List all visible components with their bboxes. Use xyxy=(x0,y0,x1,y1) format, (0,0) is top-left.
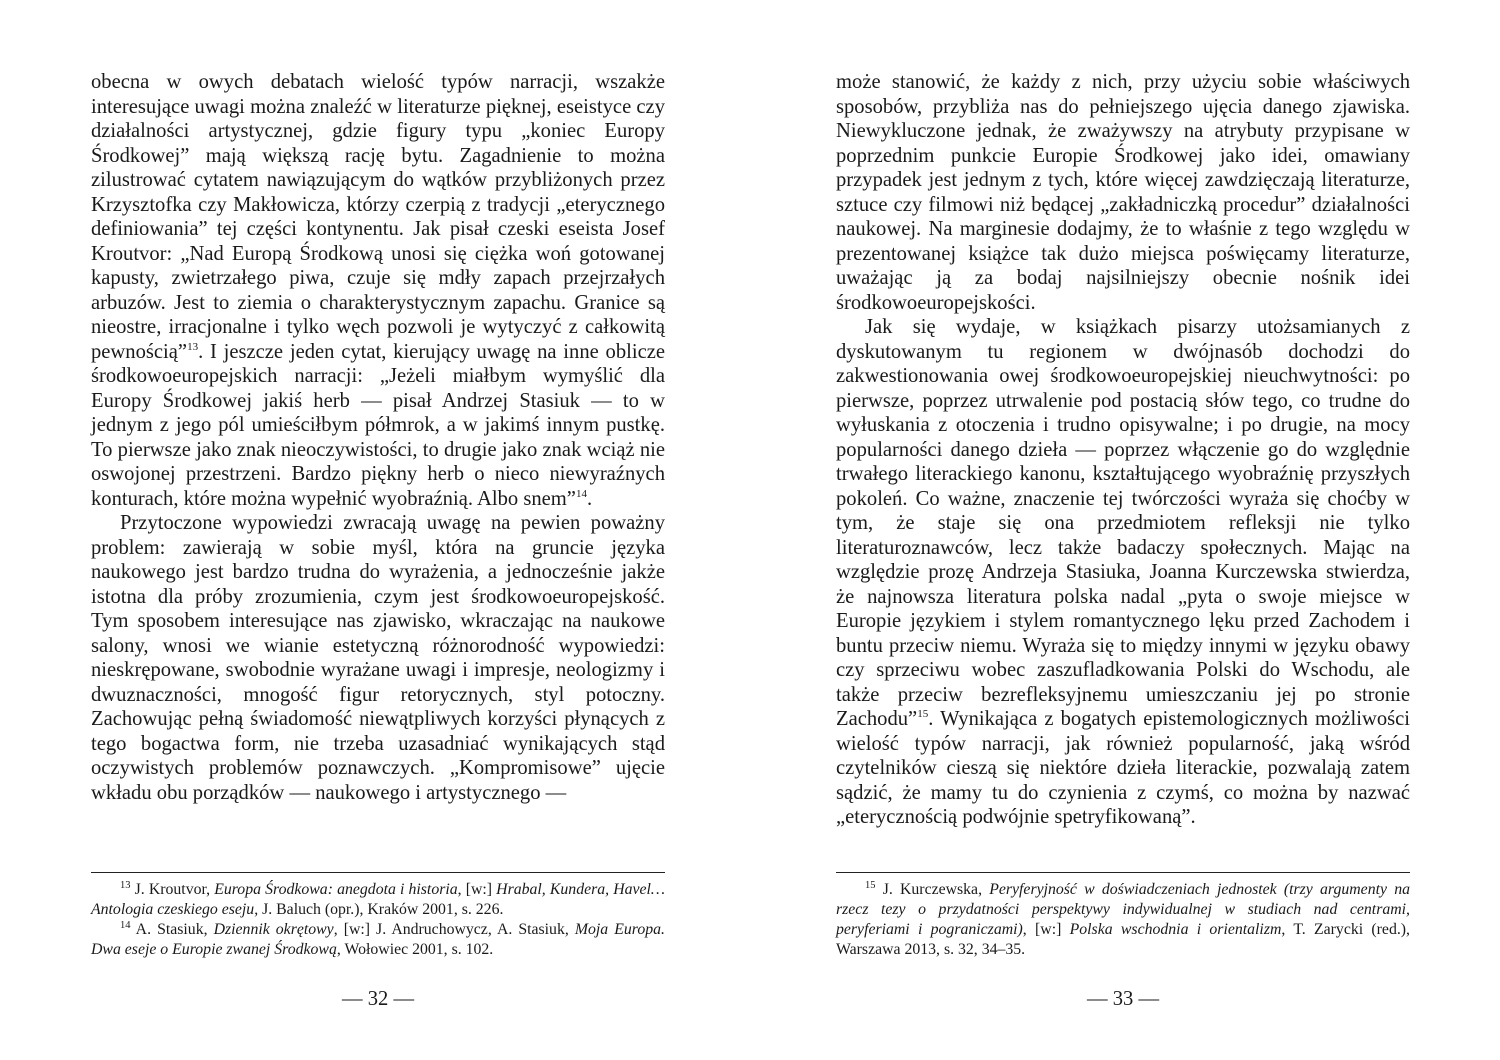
text-run: Jak się wydaje, w książkach pisarzy utożsamianych z dyskutowanym tu regionem w dwójnasób dochodzi do zakwestionowania owej środkowoeuropejskiej nieuchwytności: po pierwsze, poprzez utrwalenie pod postacią słów tego, co trudne do wyłuskania z otoczenia i trudno opisywalne; i po drugie, na mocy popularności danego dzieła — poprzez włączenie go do względnie trwałego literackiego kanonu, kształtującego wyobraźnię przyszłych pokoleń. Co ważne, znaczenie tej twórczości wyraża się choćby w tym, że staje się ona przedmiotem refleksji nie tylko literaturoznawców, lecz także badaczy społecznych. Mając na względzie prozę Andrzeja Stasiuka, Joanna Kurczewska stwierdza, że najnowsza literatura polska nadal „pyta o swoje miejsce w Europie językiem i stylem romantycznego lęku przed Zachodem i buntu przeciw niemu. Wyraża się to między innymi w języku obawy czy sprzeciwu wobec zaszufladkowania Polski do Wschodu, ale także przeciw bezrefleksyjnemu umieszczaniu jej po stronie Zachodu” xyxy=(836,316,1410,730)
left-page xyxy=(91,0,665,1060)
body-paragraph xyxy=(91,511,665,805)
page-number: — 33 — xyxy=(1086,988,1160,1010)
footnote-reference: 14 xyxy=(575,487,587,500)
italic-title: Europa Środkowa: anegdota i historia xyxy=(214,881,458,898)
footnote-separator xyxy=(836,872,1410,873)
text-run: . I jeszcze jeden cytat, kierujący uwagę na inne oblicze środkowoeuropejskich narracji: „Jeżeli miałbym wymyślić dla Europy Środkowej jakiś herb — pisał Andrzej Stasiuk — to w jednym z jego pól umieściłbym półmrok, a w jakimś innym pustkę. To pierwsze jako znak nieoczywistości, to drugie jako znak wciąż nie oswojonej przestrzeni. Bardzo piękny herb o nieco niewyraźnych konturach, które można wypełnić wyobraźnią. Albo snem” xyxy=(91,340,665,510)
text-run: Przytoczone wypowiedzi zwracają uwagę na pewien poważny problem: zawierają w sobie myśl, która na gruncie języka naukowego jest bardzo trudna do wyrażenia, a jednocześnie jakże istotna dla próby zrozumienia, czym jest środkowoeuropejskość. Tym sposobem interesujące nas zjawisko, wkraczając na naukowe salony, wnosi we wianie estetyczną różnorodność wypowiedzi: nieskrępowane, swobodnie wyrażane uwagi i impresje, neologizmy i dwuznaczności, mnogość figur retorycznych, styl potoczny. Zachowując pełną świadomość niewątpliwych korzyści płynących z tego bogactwa form, nie trzeba uzasadniać wynikających stąd oczywistych problemów poznawczych. „Kompromisowe” ujęcie wkładu obu porządków — naukowego i artystycznego — xyxy=(91,512,665,804)
footnote-reference: 15 xyxy=(917,708,929,720)
text-run: . Wynikająca z bogatych epistemologicznych możliwości wielość typów narracji, jak również popularność, jaką wśród czytelników cieszą się niektóre dzieła literackie, pozwalają zatem sądzić, że mamy tu do czynienia z czymś, co można by nazwać „eterycznością podwójnie spetryfikowaną”. xyxy=(836,708,1410,828)
footnotes xyxy=(836,880,1410,960)
footnote-number: 14 xyxy=(120,920,131,931)
text-run: może stanowić, że każdy z nich, przy użyciu sobie właściwych sposobów, przybliża nas do pełniejszego ujęcia danego zjawiska. Niewykluczone jednak, że zważywszy na atrybuty przypisane w poprzednim punkcie Europie Środkowej jako idei, omawiany przypadek jest jednym z tych, które więcej zawdzięczają literaturze, sztuce czy filmowi niż będącej „zakładniczką procedur” działalności naukowej. Na marginesie dodajmy, że to właśnie z tego względu w prezentowanej książce tak dużo miejsca poświęcamy literaturze, uważając ją za bodaj najsilniejszy obecnie nośnik idei środkowoeuropejskości. xyxy=(836,71,1410,314)
right-page xyxy=(836,0,1410,1060)
footnote-reference: 13 xyxy=(187,340,199,353)
text-run: A. Stasiuk, xyxy=(135,921,214,938)
text-run: , [w:] xyxy=(1022,921,1070,938)
italic-title: Dziennik okrętowy xyxy=(213,921,334,938)
footnotes xyxy=(91,880,665,960)
body-paragraph xyxy=(91,70,665,511)
text-run: J. Kroutvor, xyxy=(134,881,215,898)
text-run: obecna w owych debatach wielość typów narracji, wszakże interesujące uwagi można znaleźć w literaturze pięknej, eseistyce czy działalności artystycznej, gdzie figury typu „koniec Europy Środkowej” mają większą rację bytu. Zagadnienie to można zilustrować cytatem nawiązującym do wątków przybliżonych przez Krzysztofka czy Makłowicza, którzy czerpią z tradycji „eterycznego definiowania” tej części kontynentu. Jak pisał czeski eseista Josef Kroutvor: „Nad Europą Środkową unosi się ciężka woń gotowanej kapusty, zwietrzałego piwa, czuje się mdły zapach przejrzałych arbuzów. Jest to ziemia o charakterystycznym zapachu. Granice są nieostre, irracjonalne i tylko węch pozwoli je wytyczyć z całkowitą pewnością” xyxy=(91,71,665,363)
italic-title: Hrabal, Kundera, Havel… Antologia czeskiego eseju xyxy=(91,881,665,918)
footnote-number: 15 xyxy=(865,880,876,891)
footnote xyxy=(91,920,665,960)
body-text xyxy=(91,70,665,805)
text-run: . xyxy=(586,487,593,510)
italic-title: Peryferyjność w doświadczeniach jednostek (trzy argumenty na rzecz tezy o przydatności perspektywy indywidualnej w studiach nad centrami, peryferiami i pograniczami) xyxy=(836,881,1410,938)
italic-title: Moja Europa. Dwa eseje o Europie zwanej Środkową xyxy=(91,921,665,958)
body-paragraph xyxy=(836,315,1410,830)
body-text xyxy=(836,70,1410,830)
footnote xyxy=(836,880,1410,960)
text-run: , T. Zarycki (red.), Warszawa 2013, s. 32, 34–35. xyxy=(836,921,1410,958)
page-number: — 32 — xyxy=(341,988,415,1010)
text-run: , [w:] J. Andruchowycz, A. Stasiuk, xyxy=(333,921,575,938)
footnote-number: 13 xyxy=(120,880,131,891)
footnote xyxy=(91,880,665,920)
footnote-separator xyxy=(91,872,665,873)
text-run: , Wołowiec 2001, s. 102. xyxy=(336,941,494,958)
body-paragraph xyxy=(836,70,1410,315)
text-run: , J. Baluch (opr.), Kraków 2001, s. 226. xyxy=(254,901,504,918)
text-run: J. Kurczewska, xyxy=(882,881,990,898)
text-run: , [w:] xyxy=(457,881,497,898)
italic-title: Polska wschodnia i orientalizm xyxy=(1069,921,1282,938)
